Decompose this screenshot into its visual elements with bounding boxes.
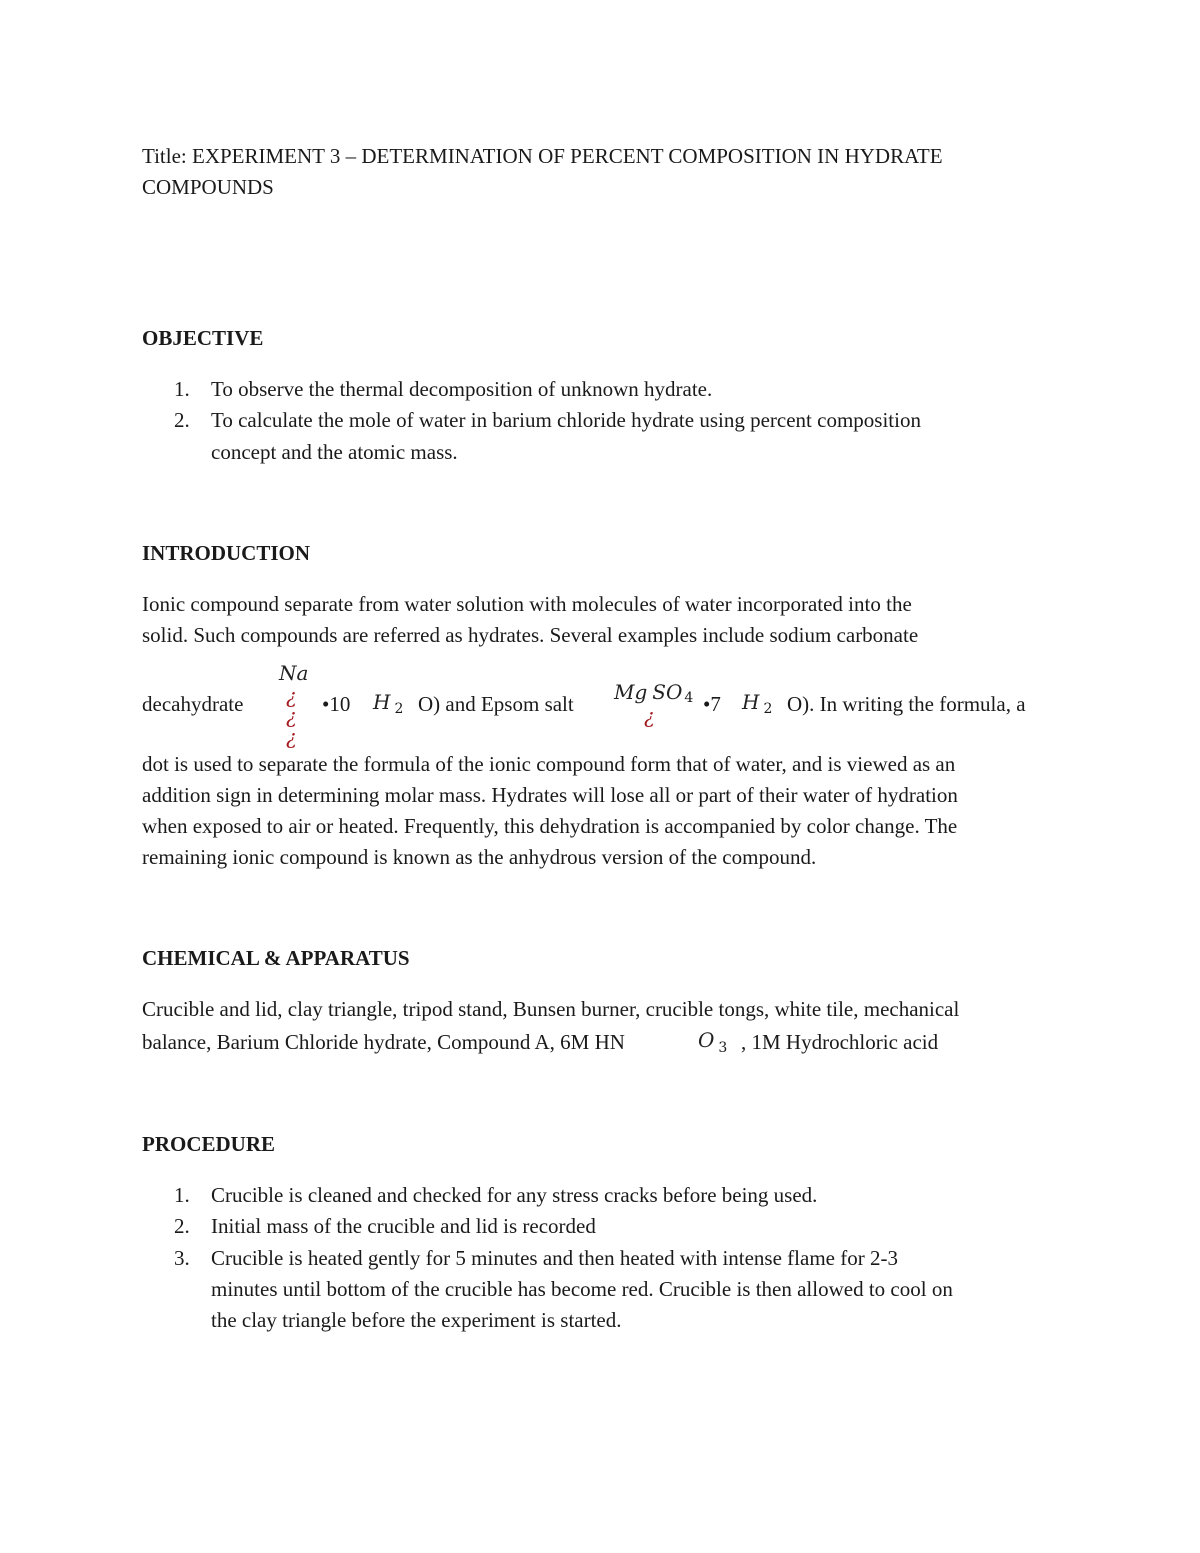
formula-o-end-text: O). In writing the formula, a	[787, 692, 1026, 716]
formula-h2o-water-2	[742, 690, 773, 717]
formula-dot-7: •7	[703, 692, 721, 716]
introduction-line-6: when exposed to air or heated. Frequently, this dehydration is accompanied by color change. The	[142, 814, 958, 838]
formula-error-mark-1: ¿	[286, 684, 297, 708]
formula-error-mark-2: ¿	[286, 704, 297, 728]
formula-mg: Mg	[614, 680, 648, 704]
introduction-line-2: solid. Such compounds are referred as hydrates. Several examples include sodium carbonate	[142, 623, 919, 647]
procedure-item-3-number: 3.	[174, 1246, 190, 1270]
introduction-line-1: Ionic compound separate from water solution with molecules of water incorporated into the	[142, 592, 912, 616]
formula-h-subscript-2: 2	[763, 701, 773, 717]
objective-item-2-text-line-1: To calculate the mole of water in barium chloride hydrate using percent composition	[211, 408, 921, 432]
objective-item-1-text: To observe the thermal decomposition of unknown hydrate.	[211, 377, 713, 401]
document-title-line-1: Title: EXPERIMENT 3 – DETERMINATION OF PERCENT COMPOSITION IN HYDRATE	[142, 144, 943, 168]
introduction-line-4: dot is used to separate the formula of the ionic compound form that of water, and is viewed as an	[142, 752, 956, 776]
chemicals-line-1: Crucible and lid, clay triangle, tripod stand, Bunsen burner, crucible tongs, white tile, mechanical	[142, 997, 960, 1021]
procedure-item-1-number: 1.	[174, 1183, 190, 1207]
formula-h: H	[373, 690, 391, 714]
formula-mgso4	[614, 680, 694, 706]
procedure-item-3-text-line-2: minutes until bottom of the crucible has become red. Crucible is then allowed to cool on	[211, 1277, 953, 1301]
introduction-decahydrate-text: decahydrate	[142, 692, 244, 716]
chemicals-heading: CHEMICAL & APPARATUS	[142, 946, 410, 970]
objective-heading: OBJECTIVE	[142, 326, 264, 350]
chemicals-line-2b: , 1M Hydrochloric acid	[741, 1030, 939, 1054]
formula-error-mark-3: ¿	[286, 725, 297, 749]
objective-item-1-number: 1.	[174, 377, 190, 401]
procedure-heading: PROCEDURE	[142, 1132, 276, 1156]
formula-h-2: H	[742, 690, 760, 714]
procedure-item-2-number: 2.	[174, 1214, 190, 1238]
formula-error-mark-4: ¿	[644, 704, 655, 728]
formula-so: SO	[652, 680, 683, 704]
formula-o-epsom-text: O) and Epsom salt	[418, 692, 574, 716]
formula-so-subscript: 4	[684, 690, 694, 706]
chemicals-o-subscript: 3	[718, 1040, 728, 1056]
procedure-item-3-text-line-1: Crucible is heated gently for 5 minutes and then heated with intense flame for 2-3	[211, 1246, 898, 1270]
chemicals-o: O	[698, 1028, 715, 1052]
introduction-line-7: remaining ionic compound is known as the anhydrous version of the compound.	[142, 845, 817, 869]
formula-na: Na	[279, 661, 309, 685]
chemicals-o3	[698, 1028, 728, 1056]
objective-item-2-number: 2.	[174, 408, 190, 432]
procedure-item-1-text: Crucible is cleaned and checked for any stress cracks before being used.	[211, 1183, 818, 1207]
introduction-heading: INTRODUCTION	[142, 541, 311, 565]
objective-item-2-text-line-2: concept and the atomic mass.	[211, 440, 458, 464]
chemicals-line-2a: balance, Barium Chloride hydrate, Compound A, 6M HN	[142, 1030, 625, 1054]
procedure-item-2-text: Initial mass of the crucible and lid is recorded	[211, 1214, 596, 1238]
introduction-line-5: addition sign in determining molar mass. Hydrates will lose all or part of their water of hydration	[142, 783, 958, 807]
formula-h-subscript: 2	[394, 701, 404, 717]
formula-h2o-water-1	[373, 690, 404, 717]
procedure-item-3-text-line-3: the clay triangle before the experiment is started.	[211, 1308, 622, 1332]
formula-dot-10: •10	[322, 692, 351, 716]
document-title-line-2: COMPOUNDS	[142, 175, 274, 199]
